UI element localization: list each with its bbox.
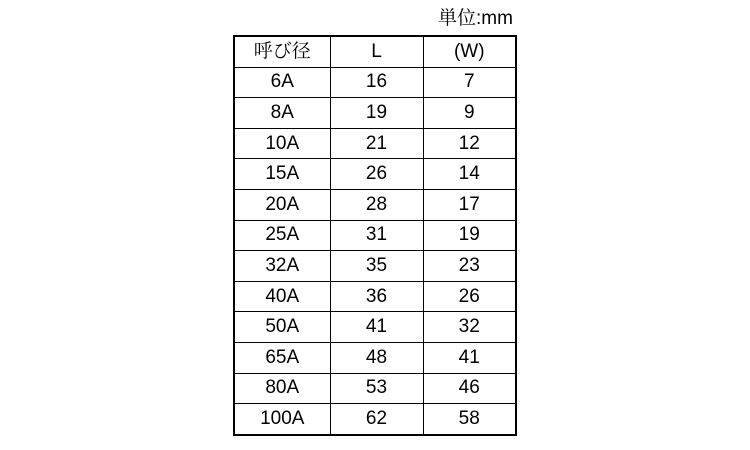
width-cell: 41 bbox=[423, 342, 516, 373]
nominal-size-cell: 15A bbox=[234, 159, 330, 190]
table-row bbox=[234, 159, 516, 190]
header-width: (W) bbox=[423, 36, 516, 67]
header-nominal-size: 呼び径 bbox=[234, 36, 330, 67]
dimension-table bbox=[233, 35, 517, 436]
length-cell: 26 bbox=[330, 159, 423, 190]
table-row bbox=[234, 128, 516, 159]
length-cell: 41 bbox=[330, 312, 423, 343]
nominal-size-cell: 32A bbox=[234, 251, 330, 282]
table-row bbox=[234, 281, 516, 312]
nominal-size-cell: 50A bbox=[234, 312, 330, 343]
table-row bbox=[234, 404, 516, 435]
nominal-size-cell: 100A bbox=[234, 404, 330, 435]
nominal-size-cell: 20A bbox=[234, 189, 330, 220]
table-row bbox=[234, 342, 516, 373]
nominal-size-cell: 65A bbox=[234, 342, 330, 373]
nominal-size-cell: 8A bbox=[234, 98, 330, 129]
table-row bbox=[234, 189, 516, 220]
length-cell: 16 bbox=[330, 67, 423, 98]
width-cell: 7 bbox=[423, 67, 516, 98]
length-cell: 53 bbox=[330, 373, 423, 404]
header-row bbox=[234, 36, 516, 67]
table-row bbox=[234, 373, 516, 404]
length-cell: 28 bbox=[330, 189, 423, 220]
table-row bbox=[234, 312, 516, 343]
length-cell: 31 bbox=[330, 220, 423, 251]
header-length: L bbox=[330, 36, 423, 67]
nominal-size-cell: 6A bbox=[234, 67, 330, 98]
table-row bbox=[234, 220, 516, 251]
width-cell: 19 bbox=[423, 220, 516, 251]
length-cell: 35 bbox=[330, 251, 423, 282]
width-cell: 12 bbox=[423, 128, 516, 159]
length-cell: 21 bbox=[330, 128, 423, 159]
nominal-size-cell: 80A bbox=[234, 373, 330, 404]
width-cell: 32 bbox=[423, 312, 516, 343]
width-cell: 14 bbox=[423, 159, 516, 190]
table-row bbox=[234, 98, 516, 129]
table-row bbox=[234, 251, 516, 282]
length-cell: 62 bbox=[330, 404, 423, 435]
length-cell: 19 bbox=[330, 98, 423, 129]
nominal-size-cell: 25A bbox=[234, 220, 330, 251]
nominal-size-cell: 10A bbox=[234, 128, 330, 159]
length-cell: 48 bbox=[330, 342, 423, 373]
width-cell: 17 bbox=[423, 189, 516, 220]
length-cell: 36 bbox=[330, 281, 423, 312]
table-header bbox=[234, 36, 516, 67]
width-cell: 46 bbox=[423, 373, 516, 404]
width-cell: 9 bbox=[423, 98, 516, 129]
unit-label: 単位:mm bbox=[438, 8, 513, 29]
width-cell: 58 bbox=[423, 404, 516, 435]
table-row bbox=[234, 67, 516, 98]
table-body bbox=[234, 67, 516, 435]
width-cell: 26 bbox=[423, 281, 516, 312]
nominal-size-cell: 40A bbox=[234, 281, 330, 312]
width-cell: 23 bbox=[423, 251, 516, 282]
